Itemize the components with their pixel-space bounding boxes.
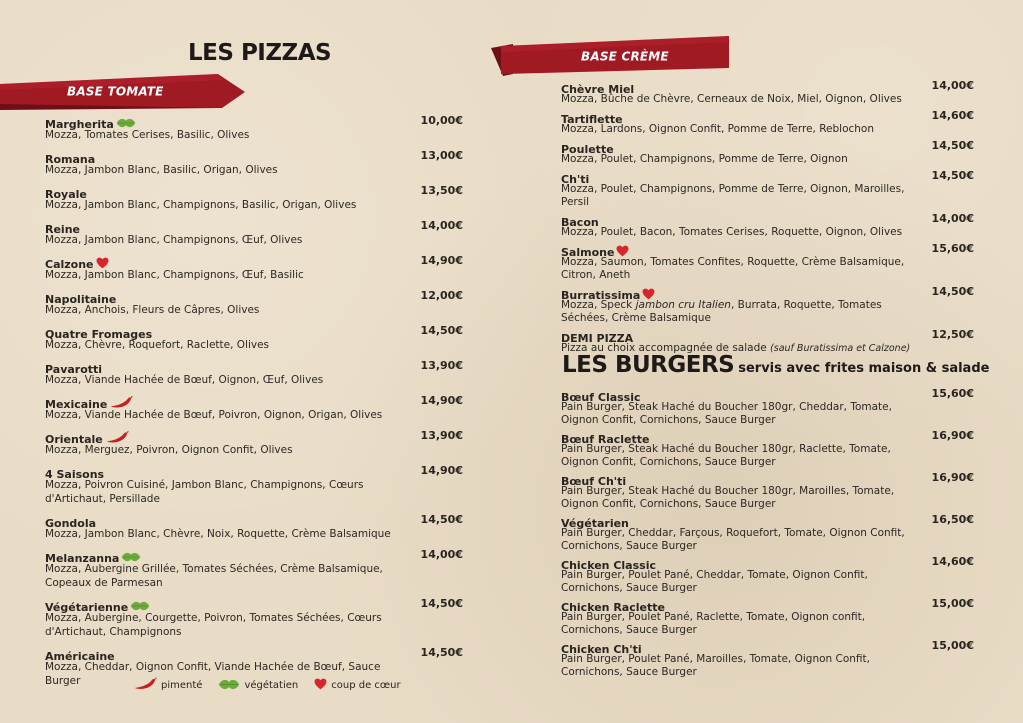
legend-spicy: pimenté — [133, 677, 202, 694]
item-description: Mozza, Saumon, Tomates Confites, Roquette, Crème Balsamique, Citron, Aneth — [561, 256, 905, 281]
item-price: 13,00€ — [420, 149, 463, 162]
item-price: 14,60€ — [931, 555, 974, 568]
burgers-subtitle: servis avec frites maison & salade — [738, 361, 990, 376]
base-tomate-label: BASE TOMATE — [67, 84, 164, 99]
item-price: 14,50€ — [420, 646, 463, 659]
list-item — [45, 218, 463, 247]
list-item — [45, 547, 463, 590]
list-item — [45, 463, 463, 506]
legend-veg: végétatien — [218, 678, 298, 694]
item-name: Romana — [45, 153, 96, 166]
item-price: 14,50€ — [931, 169, 974, 182]
list-item — [45, 148, 463, 177]
item-price: 15,00€ — [931, 597, 974, 610]
item-price: 14,00€ — [420, 219, 463, 232]
item-price: 14,50€ — [931, 285, 974, 298]
item-description: Mozza, Poulet, Champignons, Pomme de Terre, Oignon — [561, 153, 848, 165]
item-name: Chicken Raclette — [561, 601, 665, 614]
item-price: 14,90€ — [420, 464, 463, 477]
chili-icon — [109, 396, 133, 413]
item-name: Bœuf Ch'ti — [561, 475, 627, 488]
list-item — [45, 393, 463, 422]
list-item — [561, 386, 974, 427]
chili-icon — [133, 677, 157, 694]
item-price: 15,60€ — [931, 242, 974, 255]
item-name: Bœuf Raclette — [561, 433, 650, 446]
item-name: Orientale — [45, 431, 129, 448]
item-price: 13,90€ — [420, 359, 463, 372]
item-name: Pavarotti — [45, 363, 103, 376]
item-name: Végétarien — [561, 517, 629, 530]
item-price: 13,50€ — [420, 184, 463, 197]
list-item — [561, 284, 974, 325]
item-description: Pain Burger, Steak Haché du Boucher 180gr, Raclette, Tomate, Oignon Confit, Cornichons, Sauce Burger — [561, 443, 891, 468]
item-name: Napolitaine — [45, 293, 117, 306]
item-price: 14,50€ — [931, 139, 974, 152]
item-description: Mozza, Jambon Blanc, Champignons, Œuf, Olives — [45, 234, 303, 246]
legend — [133, 677, 411, 694]
item-name: Burratissima — [561, 288, 655, 304]
heart-icon — [642, 288, 655, 304]
item-name: Calzone — [45, 257, 109, 273]
item-description: Pain Burger, Cheddar, Farçous, Roquefort, Tomate, Oignon Confit, Cornichons, Sauce Burger — [561, 527, 905, 552]
list-item — [45, 183, 463, 212]
item-price: 14,00€ — [931, 212, 974, 225]
item-description: Mozza, Viande Hachée de Bœuf, Poivron, Oignon, Origan, Olives — [45, 409, 383, 421]
item-description: Mozza, Cheddar, Oignon Confit, Viande Hachée de Bœuf, Sauce Burger — [45, 661, 381, 687]
item-name: Bœuf Classic — [561, 391, 641, 404]
item-name: Melanzanna — [45, 551, 141, 567]
list-item — [561, 638, 974, 679]
list-item — [561, 512, 974, 553]
heart-icon — [616, 245, 629, 261]
list-item — [561, 470, 974, 511]
list-item — [561, 108, 974, 136]
list-item — [561, 138, 974, 166]
item-price: 14,60€ — [931, 109, 974, 122]
list-item — [561, 241, 974, 282]
leaf-icon — [218, 678, 240, 694]
list-item — [561, 168, 974, 209]
item-price: 14,50€ — [420, 513, 463, 526]
list-item — [561, 554, 974, 595]
item-name: 4 Saisons — [45, 468, 105, 481]
item-description: Pizza au choix accompagnée de salade (sauf Buratissima et Calzone) — [561, 342, 911, 354]
item-description: Pain Burger, Poulet Pané, Maroilles, Tomate, Oignon Confit, Cornichons, Sauce Burger — [561, 653, 870, 678]
item-price: 14,90€ — [420, 254, 463, 267]
list-item — [45, 288, 463, 317]
list-item — [561, 78, 974, 106]
item-description: Mozza, Aubergine, Courgette, Poivron, Tomates Séchées, Cœurs d'Artichaut, Champignons — [45, 612, 382, 638]
item-name: Américaine — [45, 650, 115, 663]
creme-list — [561, 78, 974, 357]
item-price: 14,50€ — [420, 324, 463, 337]
item-description: Mozza, Poulet, Bacon, Tomates Cerises, Roquette, Oignon, Olives — [561, 226, 903, 238]
burger-list — [561, 386, 974, 680]
item-description: Mozza, Tomates Cerises, Basilic, Olives — [45, 129, 250, 141]
item-description: Mozza, Poulet, Champignons, Pomme de Terre, Oignon, Maroilles, Persil — [561, 183, 905, 208]
legend-heart: coup de cœur — [314, 678, 400, 693]
item-description: Mozza, Merguez, Poivron, Oignon Confit, Olives — [45, 444, 293, 456]
list-item — [45, 428, 463, 457]
list-item — [561, 428, 974, 469]
list-item — [45, 253, 463, 282]
item-description: Mozza, Bûche de Chèvre, Cerneaux de Noix, Miel, Oignon, Olives — [561, 93, 902, 105]
item-description: Mozza, Chèvre, Roquefort, Raclette, Olives — [45, 339, 270, 351]
item-name: Végétarienne — [45, 600, 150, 616]
item-name: Gondola — [45, 517, 97, 530]
item-price: 15,00€ — [931, 639, 974, 652]
item-price: 14,00€ — [420, 548, 463, 561]
list-item — [45, 323, 463, 352]
item-price: 12,50€ — [931, 328, 974, 341]
item-name: Mexicaine — [45, 396, 133, 413]
list-item — [45, 512, 463, 541]
item-name: Chèvre Miel — [561, 83, 635, 96]
item-description: Mozza, Anchois, Fleurs de Câpres, Olives — [45, 304, 260, 316]
item-name: Margherita — [45, 117, 136, 133]
item-price: 16,50€ — [931, 513, 974, 526]
leaf-icon — [116, 117, 136, 133]
item-price: 12,00€ — [420, 289, 463, 302]
item-name: Ch'ti — [561, 173, 590, 186]
item-name: DEMI PIZZA — [561, 332, 634, 345]
item-description: Mozza, Lardons, Oignon Confit, Pomme de Terre, Reblochon — [561, 123, 874, 135]
item-description: Mozza, Viande Hachée de Bœuf, Oignon, Œuf, Olives — [45, 374, 324, 386]
base-creme-ribbon — [491, 34, 761, 80]
item-price: 10,00€ — [420, 114, 463, 127]
item-name: Royale — [45, 188, 87, 201]
item-description: Pain Burger, Steak Haché du Boucher 180gr, Maroilles, Tomate, Oignon Confit, Cornichons, Sauce Burger — [561, 485, 895, 510]
item-price: 15,60€ — [931, 387, 974, 400]
item-name: Tartiflette — [561, 113, 623, 126]
item-description: Mozza, Jambon Blanc, Champignons, Basilic, Origan, Olives — [45, 199, 357, 211]
list-item — [45, 358, 463, 387]
item-description: Mozza, Aubergine Grillée, Tomates Séchées, Crème Balsamique, Copeaux de Parmesan — [45, 563, 383, 589]
item-price: 16,90€ — [931, 429, 974, 442]
item-price: 13,90€ — [420, 429, 463, 442]
item-description: Mozza, Jambon Blanc, Basilic, Origan, Olives — [45, 164, 278, 176]
leaf-icon — [130, 600, 150, 616]
item-price: 14,50€ — [420, 597, 463, 610]
item-name: Chicken Ch'ti — [561, 643, 642, 656]
burgers-title: LES BURGERS servis avec frites maison & salade — [562, 352, 990, 378]
leaf-icon — [121, 551, 141, 567]
list-item — [45, 596, 463, 639]
base-tomate-ribbon — [0, 70, 245, 114]
item-name: Salmone — [561, 245, 629, 261]
pizzas-title: LES PIZZAS — [188, 40, 332, 66]
heart-icon — [96, 257, 109, 273]
item-price: 16,90€ — [931, 471, 974, 484]
item-name: Bacon — [561, 216, 599, 229]
item-description: Mozza, Speck jambon cru Italien, Burrata, Roquette, Tomates Séchées, Crème Balsamique — [561, 299, 882, 324]
item-name: Quatre Fromages — [45, 328, 153, 341]
item-description: Mozza, Jambon Blanc, Chèvre, Noix, Roquette, Crème Balsamique — [45, 528, 391, 540]
item-name: Chicken Classic — [561, 559, 656, 572]
chili-icon — [105, 431, 129, 448]
heart-icon — [314, 678, 327, 693]
item-description: Pain Burger, Poulet Pané, Raclette, Tomate, Oignon confit, Cornichons, Sauce Burger — [561, 611, 866, 636]
list-item — [561, 211, 974, 239]
item-description: Pain Burger, Steak Haché du Boucher 180gr, Cheddar, Tomate, Oignon Confit, Cornichons, Sauce Burger — [561, 401, 892, 426]
item-price: 14,90€ — [420, 394, 463, 407]
item-name: Reine — [45, 223, 80, 236]
list-item — [45, 113, 463, 142]
item-price: 14,00€ — [931, 79, 974, 92]
item-description: Mozza, Jambon Blanc, Champignons, Œuf, Basilic — [45, 269, 304, 281]
item-description: Mozza, Poivron Cuisiné, Jambon Blanc, Champignons, Cœurs d'Artichaut, Persillade — [45, 479, 364, 505]
list-item — [561, 327, 974, 355]
item-description: Pain Burger, Poulet Pané, Cheddar, Tomate, Oignon Confit, Cornichons, Sauce Burger — [561, 569, 868, 594]
base-creme-label: BASE CRÈME — [581, 49, 669, 64]
tomate-list — [45, 113, 463, 694]
item-name: Poulette — [561, 143, 614, 156]
list-item — [561, 596, 974, 637]
